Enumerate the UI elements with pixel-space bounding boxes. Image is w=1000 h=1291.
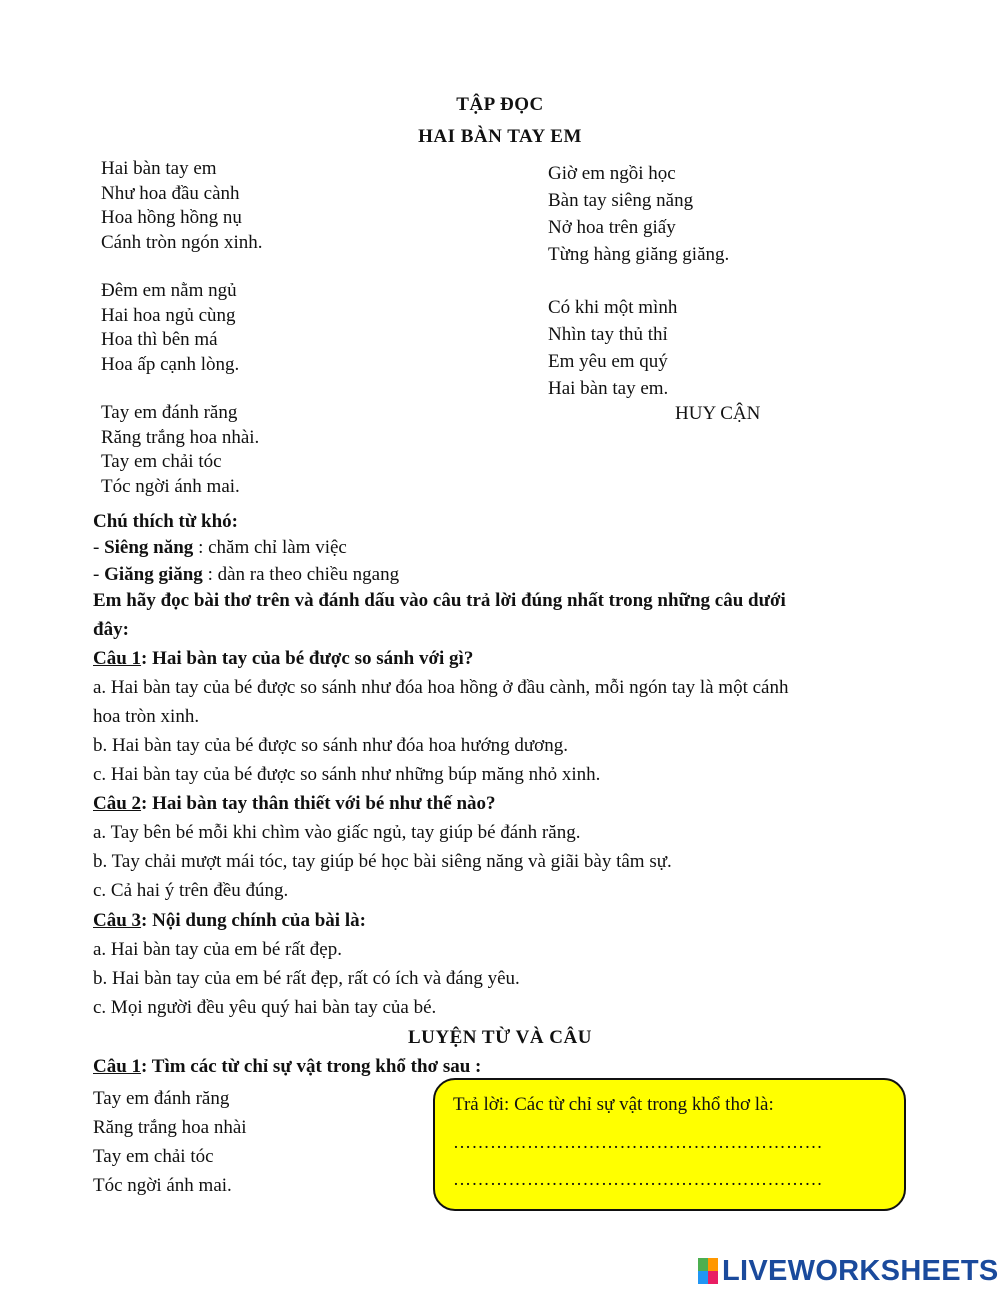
section-title: TẬP ĐỌC — [456, 94, 544, 115]
poem-stanza-1 — [101, 157, 263, 255]
poem-line: Có khi một mình — [548, 297, 678, 318]
poem-line: Đêm em nằm ngủ — [101, 280, 237, 301]
question-label: Câu 1 — [93, 648, 142, 669]
answer-prompt: Trả lời: Các từ chỉ sự vật trong khổ thơ là: — [453, 1094, 774, 1115]
glossary-definition: : dàn ra theo chiều ngang — [202, 564, 400, 585]
poem-line: Răng trắng hoa nhài. — [101, 426, 260, 448]
question-2-option-a[interactable]: a. Tay bên bé mỗi khi chìm vào giấc ngủ, tay giúp bé đánh răng. — [93, 822, 581, 843]
poem-line: Như hoa đầu cành — [101, 182, 240, 204]
poem-line: Răng trắng hoa nhài — [93, 1117, 247, 1138]
question-2-title — [93, 793, 496, 815]
question-3-option-a[interactable]: a. Hai bàn tay của em bé rất đẹp. — [93, 939, 342, 960]
glossary-item — [93, 564, 399, 586]
glossary-item — [93, 537, 347, 559]
question-text: : Hai bàn tay thân thiết với bé như thế nào? — [141, 793, 496, 814]
poem-line: Hoa hồng hồng nụ — [101, 207, 242, 228]
instruction-line-2: đây: — [93, 619, 129, 640]
poem-line: Tóc ngời ánh mai. — [93, 1175, 232, 1196]
poem-line: Hoa ấp cạnh lòng. — [101, 353, 240, 375]
question-3-title — [93, 910, 366, 932]
poem-line: Tay em đánh răng — [101, 402, 238, 423]
poem-author: HUY CẬN — [675, 403, 761, 424]
question-2-option-c[interactable]: c. Cả hai ý trên đều đúng. — [93, 880, 289, 901]
logo-blocks-icon — [698, 1258, 718, 1284]
poem-stanza-3 — [101, 401, 259, 499]
poem-line: Hoa thì bên má — [101, 329, 218, 350]
answer-box — [433, 1078, 906, 1211]
poem-line: Nở hoa trên giấy — [548, 217, 676, 238]
question-text: : Tìm các từ chỉ sự vật trong khổ thơ sau : — [141, 1056, 482, 1077]
poem-line: Bàn tay siêng năng — [548, 190, 694, 211]
poem-line: Tay em chải tóc — [101, 451, 222, 472]
instruction-line-1: Em hãy đọc bài thơ trên và đánh dấu vào câu trả lời đúng nhất trong những câu dưới — [93, 590, 786, 611]
liveworksheets-logo[interactable] — [698, 1253, 999, 1289]
poem-line: Cánh tròn ngón xinh. — [101, 231, 263, 253]
question-label: Câu 1 — [93, 1056, 142, 1077]
poem-line: Giờ em ngồi học — [548, 163, 676, 184]
question-3-option-c[interactable]: c. Mọi người đều yêu quý hai bàn tay của bé. — [93, 997, 437, 1018]
answer-input-line-2[interactable]: …………………………………………………… — [453, 1169, 823, 1189]
question-1-option-b[interactable]: b. Hai bàn tay của bé được so sánh như đóa hoa hướng dương. — [93, 735, 568, 756]
glossary-term: Siêng năng — [104, 537, 194, 558]
question-1-title — [93, 648, 473, 670]
glossary-prefix: - — [93, 564, 105, 585]
section-2-stanza — [93, 1084, 247, 1200]
glossary-definition: : chăm chỉ làm việc — [193, 537, 347, 558]
poem-stanza-2 — [101, 279, 239, 377]
question-label: Câu 2 — [93, 793, 142, 814]
poem-line: Tay em chải tóc — [93, 1146, 214, 1167]
question-text: : Hai bàn tay của bé được so sánh với gì? — [141, 648, 474, 669]
question-1-option-c[interactable]: c. Hai bàn tay của bé được so sánh như những búp măng nhỏ xinh. — [93, 764, 601, 785]
question-3-option-b[interactable]: b. Hai bàn tay của em bé rất đẹp, rất có ích và đáng yêu. — [93, 968, 520, 989]
question-1-option-a-cont[interactable]: hoa tròn xinh. — [93, 706, 200, 727]
poem-line: Hai hoa ngủ cùng — [101, 304, 236, 326]
poem-line: Hai bàn tay em — [101, 158, 217, 179]
glossary-term: Giăng giăng — [104, 564, 203, 585]
question-2-option-b[interactable]: b. Tay chải mượt mái tóc, tay giúp bé học bài siêng năng và giãi bày tâm sự. — [93, 851, 672, 872]
poem-title: HAI BÀN TAY EM — [418, 126, 582, 147]
logo-text: LIVEWORKSHEETS — [722, 1254, 999, 1287]
question-1-option-a[interactable]: a. Hai bàn tay của bé được so sánh như đóa hoa hồng ở đầu cành, mỗi ngón tay là một cánh — [93, 677, 789, 698]
section-2-title: LUYỆN TỪ VÀ CÂU — [408, 1027, 592, 1048]
poem-line: Tóc ngời ánh mai. — [101, 475, 240, 497]
glossary-prefix: - — [93, 537, 105, 558]
question-label: Câu 3 — [93, 910, 142, 931]
poem-line: Từng hàng giăng giăng. — [548, 244, 730, 265]
poem-stanza-5 — [548, 294, 677, 402]
glossary-heading: Chú thích từ khó: — [93, 511, 238, 532]
section-2-question — [93, 1056, 481, 1078]
poem-line: Tay em đánh răng — [93, 1088, 230, 1109]
poem-stanza-4 — [548, 160, 729, 268]
answer-input-line-1[interactable]: …………………………………………………… — [453, 1132, 823, 1152]
poem-line: Nhìn tay thủ thỉ — [548, 324, 668, 345]
poem-line: Em yêu em quý — [548, 351, 668, 372]
question-text: : Nội dung chính của bài là: — [141, 910, 366, 931]
poem-line: Hai bàn tay em. — [548, 378, 669, 399]
